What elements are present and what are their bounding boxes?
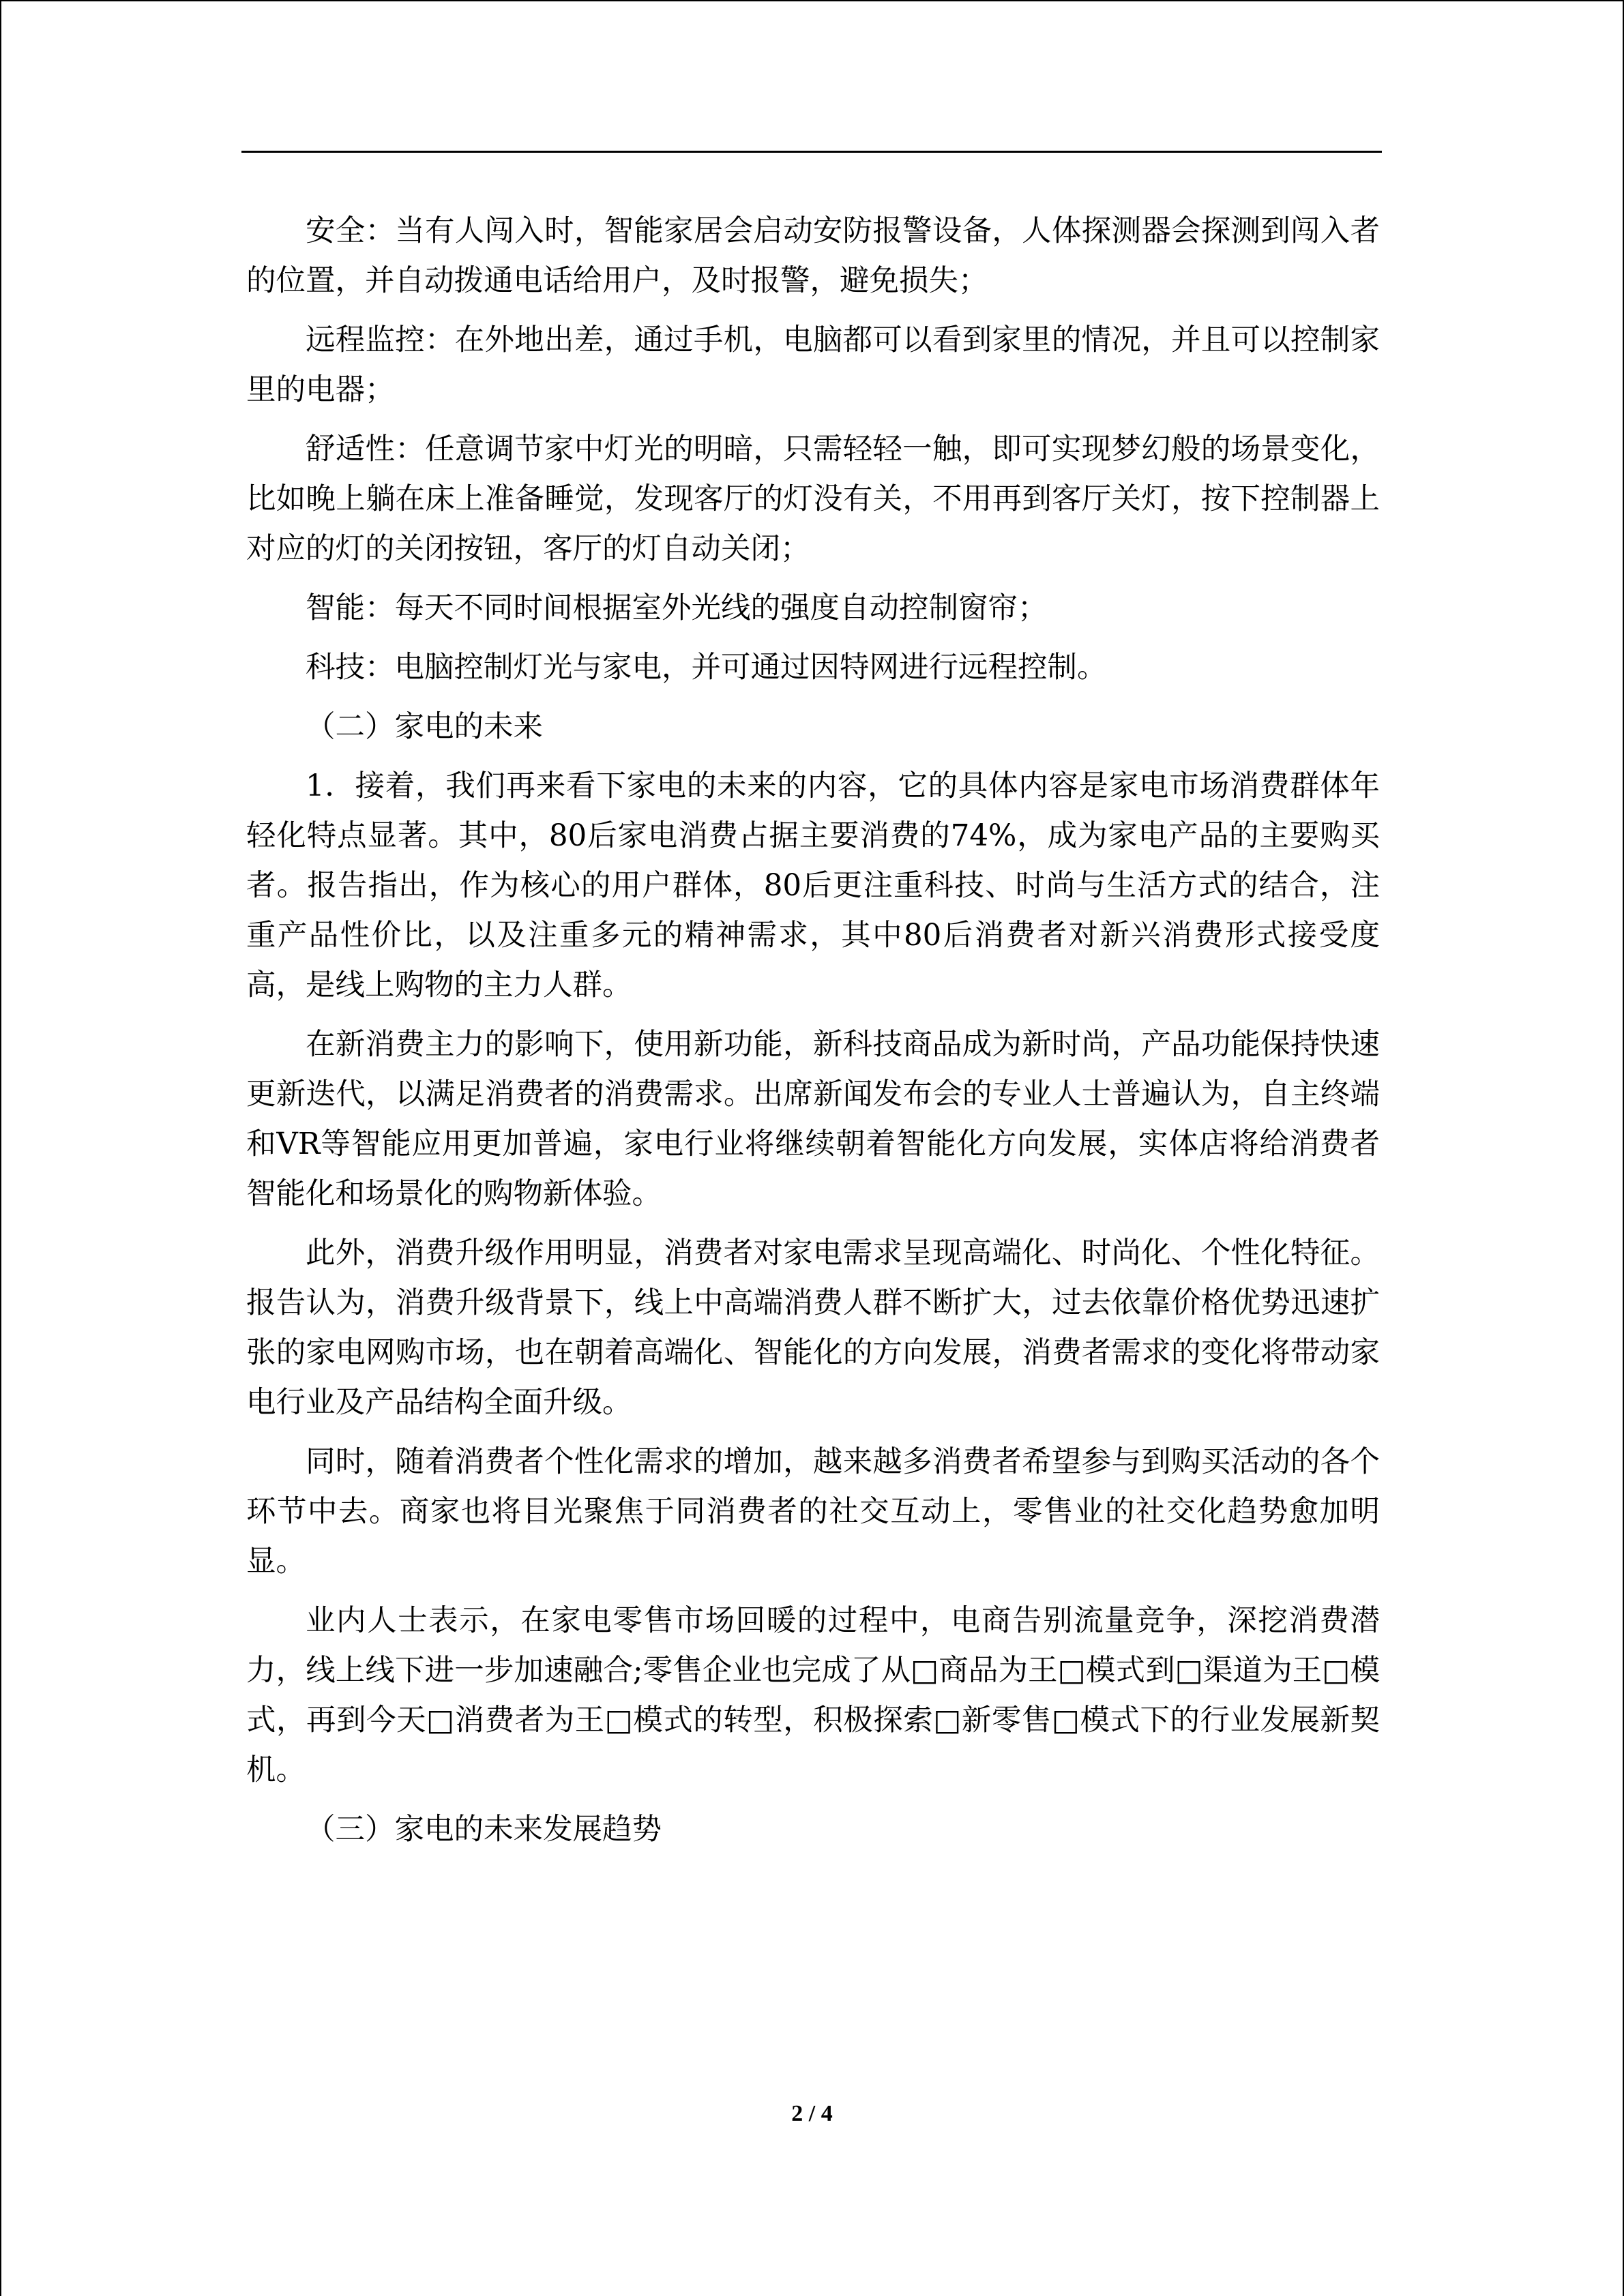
- paragraph-new-consumption: 在新消费主力的影响下，使用新功能，新科技商品成为新时尚，产品功能保持快速更新迭代，以满足消费者的消费需求。出席新闻发布会的专业人士普遍认为，自主终端和VR等智能应用更加普遍，家电行业将继续朝着智能化方向发展，实体店将给消费者智能化和场景化的购物新体验。: [246, 1028, 1380, 1211]
- paragraph-intelligence: 智能：每天不同时间根据室外光线的强度自动控制窗帘；: [306, 591, 1048, 625]
- section-heading-3: （三）家电的未来发展趋势: [306, 1813, 662, 1847]
- header-rule: [241, 151, 1382, 153]
- paragraph-personalization: 同时，随着消费者个性化需求的增加，越来越多消费者希望参与到购买活动的各个环节中去。商家也将目光聚焦于同消费者的社交互动上，零售业的社交化趋势愈加明显。: [246, 1445, 1380, 1579]
- paragraph-security: 安全：当有人闯入时，智能家居会启动安防报警设备，人体探测器会探测到闯入者的位置，并自动拨通电话给用户，及时报警，避免损失；: [246, 214, 1380, 298]
- paragraph-remote-monitoring: 远程监控：在外地出差，通过手机，电脑都可以看到家里的情况，并且可以控制家里的电器；: [246, 323, 1380, 407]
- section-heading-2: （二）家电的未来: [306, 710, 543, 744]
- page-number: 2 / 4: [791, 2101, 833, 2126]
- document-body: [246, 207, 1380, 1864]
- paragraph-comfort: 舒适性：任意调节家中灯光的明暗，只需轻轻一触，即可实现梦幻般的场景变化，比如晚上躺在床上准备睡觉，发现客厅的灯没有关，不用再到客厅关灯，按下控制器上对应的灯的关闭按钮，客厅的灯自动关闭；: [246, 432, 1380, 566]
- paragraph-consumption-upgrade: 此外，消费升级作用明显，消费者对家电需求呈现高端化、时尚化、个性化特征。报告认为，消费升级背景下，线上中高端消费人群不断扩大，过去依靠价格优势迅速扩张的家电网购市场，也在朝着高端化、智能化的方向发展，消费者需求的变化将带动家电行业及产品结构全面升级。: [246, 1236, 1380, 1420]
- paragraph-young-consumers: 1．接着，我们再来看下家电的未来的内容，它的具体内容是家电市场消费群体年轻化特点显著。其中，80后家电消费占据主要消费的74%，成为家电产品的主要购买者。报告指出，作为核心的用户群体，80后更注重科技、时尚与生活方式的结合，注重产品性价比，以及注重多元的精神需求，其中80后消费者对新兴消费形式接受度高，是线上购物的主力人群。: [246, 769, 1380, 1002]
- paragraph-technology: 科技：电脑控制灯光与家电，并可通过因特网进行远程控制。: [306, 651, 1107, 685]
- paragraph-industry-view: 业内人士表示，在家电零售市场回暖的过程中，电商告别流量竞争，深挖消费潜力，线上线下进一步加速融合;零售企业也完成了从□商品为王□模式到□渠道为王□模式，再到今天□消费者为王□模式的转型，积极探索□新零售□模式下的行业发展新契机。: [246, 1604, 1380, 1787]
